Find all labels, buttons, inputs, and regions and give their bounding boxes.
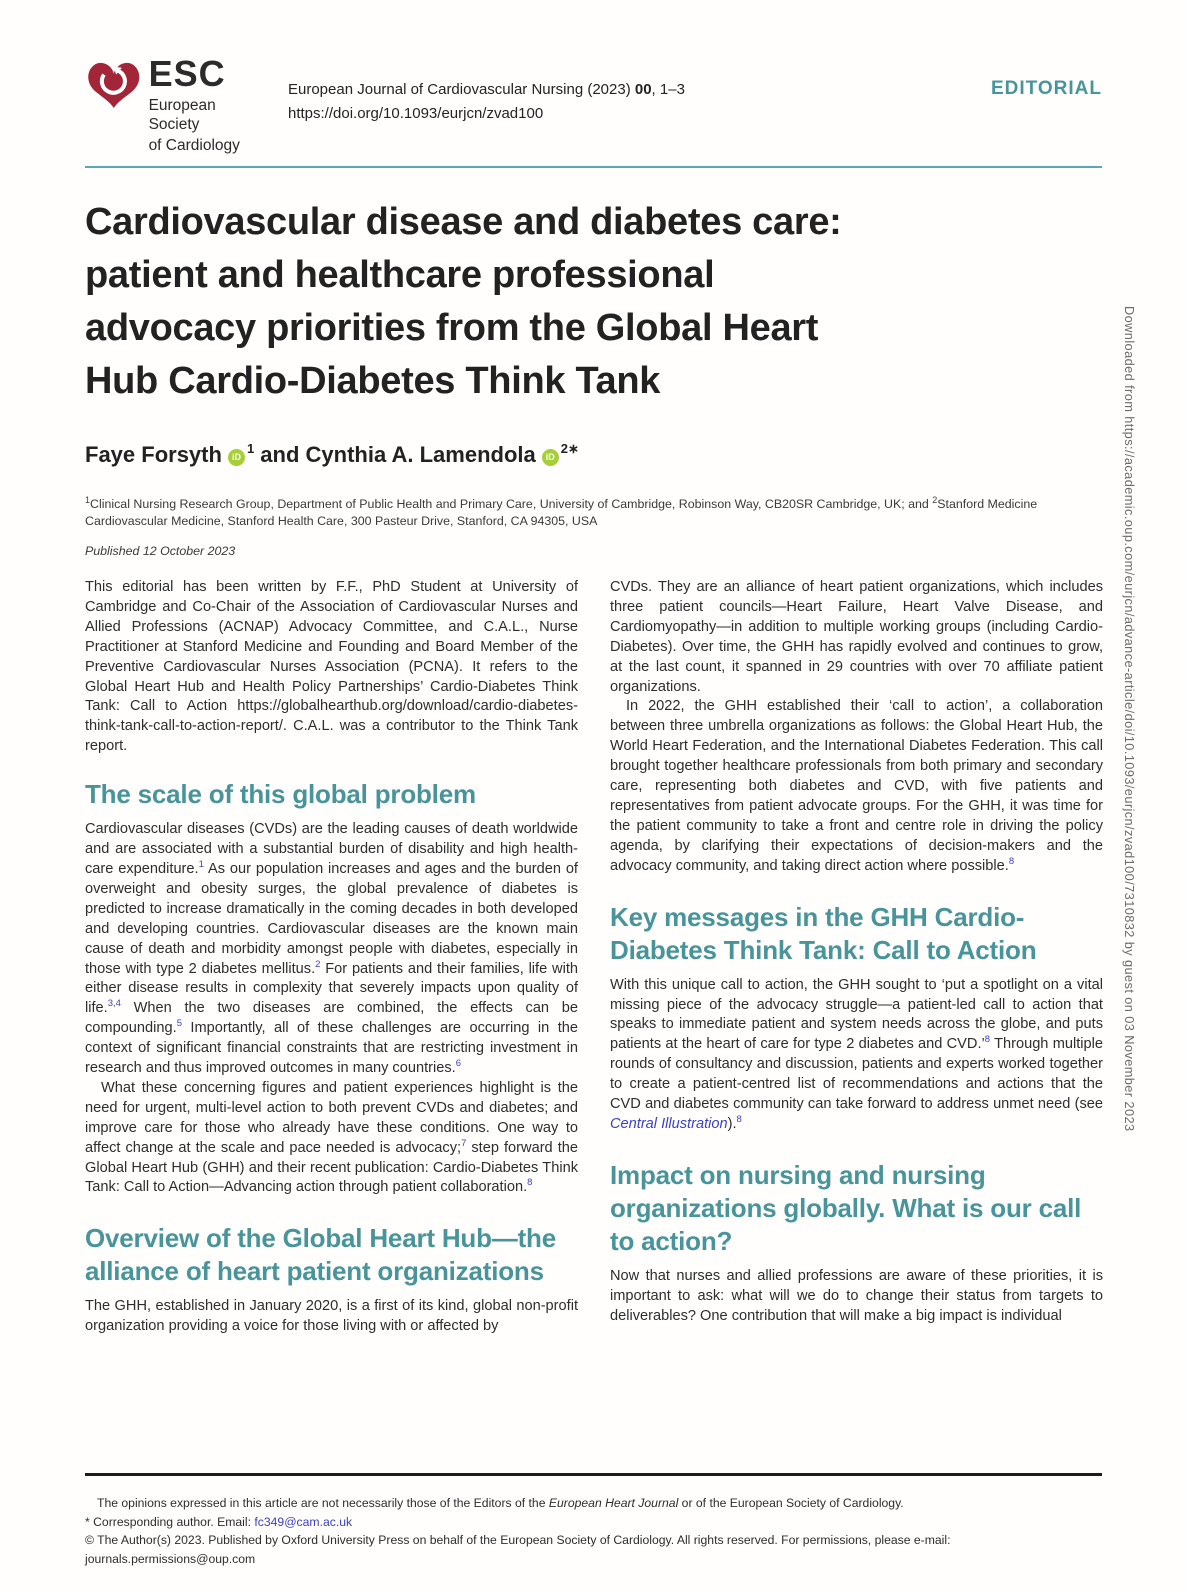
affiliation-2-text: Stanford Medicine Cardiovascular Medicine, Stanford Health Care, 300 Pasteur Drive, Stanford, CA 94305, USA <box>85 497 1038 529</box>
paragraph: Now that nurses and allied professions are aware of these priorities, it is important to ask: what will we do to change their status from targets to deliverables? One contribution that will make a big impact is individual <box>610 1267 1103 1324</box>
published-date: Published 12 October 2023 <box>85 544 236 558</box>
left-column <box>85 578 578 1456</box>
citation-reference[interactable]: 8 <box>984 1034 991 1046</box>
article-title <box>85 196 1035 408</box>
orcid-icon[interactable]: iD <box>228 449 245 466</box>
central-illustration-link[interactable]: Central Illustration <box>610 1115 728 1132</box>
title-line-2: patient and healthcare professional <box>85 254 715 296</box>
section-heading-scale: The scale of this global problem <box>85 779 476 810</box>
citation-reference[interactable]: 5 <box>176 1018 182 1030</box>
author-1-affiliation-sup: 1 <box>246 441 255 456</box>
footer-divider <box>85 1473 1102 1476</box>
opinions-note: The opinions expressed in this article are not necessarily those of the Editors of the European Heart Journal or of the European Society of Cardiology. <box>97 1496 904 1510</box>
paragraph: The GHH, established in January 2020, is a first of its kind, global non-profit organization providing a voice for those living with or affected by <box>85 1298 578 1335</box>
paragraph: Cardiovascular diseases (CVDs) are the leading causes of death worldwide and are associated with a substantial burden of disability and high health-care expenditure.$^1$ As our population increases and ages and the burden of overweight and obesity surges, the global prevalence of diabetes is predicted to increase dramatically in the coming decades in both developed and developing countries. Cardiovascular diseases are the known main cause of death and morbidity amongst people with diabetes, especially in those with type 2 diabetes mellitus.$^2$ For patients and their families, life with either disease results in complexity that severely impacts upon quality of life.$^{3,4}$ When the two diseases are combined, the effects can be compounding.$^5$ Importantly, all of these challenges are occurring in the context of significant financial constraints that are restricting investment in research and thus improved outcomes in many countries.$^6$ <box>85 821 578 1077</box>
citation-reference[interactable]: 6 <box>455 1058 461 1070</box>
copyright-note: © The Author(s) 2023. Published by Oxford University Press on behalf of the European Society of Cardiology. All rights reserved. For permissions, please e-mail: journals.permissions@oup.com <box>85 1533 951 1566</box>
citation-reference[interactable]: 8 <box>736 1114 742 1126</box>
journal-volume: 00 <box>634 81 652 98</box>
title-line-4: Hub Cardio-Diabetes Think Tank <box>85 360 661 402</box>
esc-heart-icon <box>85 54 143 116</box>
paragraph: CVDs. They are an alliance of heart patient organizations, which includes three patient councils—Heart Failure, Heart Valve Disease, and Cardiomyopathy—in addition to multiple working groups (including Cardio-Diabetes). Over time, the GHH has rapidly evolved and continues to grow, at the last count, it spanned in 29 countries with over 70 affiliate patient organizations. <box>610 579 1103 695</box>
author-2-sup-number: 2 <box>560 441 568 456</box>
section-heading-overview: Overview of the Global Heart Hub—the alliance of heart patient organizations <box>85 1223 556 1287</box>
paragraph: In 2022, the GHH established their ‘call to action’, a collaboration between three umbrella organizations as follows: the Global Heart Hub, the World Heart Federation, and the International Diabetes Federation. This call brought together healthcare professionals from both primary and secondary care, representing both diabetes and CVD, with five patients and representatives from patient advocate groups. For the GHH, it was time for the patient community to take a front and centre role in driving the policy agenda, by clarifying their expectations of decision-makers and the advocacy community, and taking direct action where possible.$^8$ <box>610 698 1103 874</box>
author-2-affiliation-sup <box>561 441 579 456</box>
author-connector: and <box>254 442 306 467</box>
title-line-3: advocacy priorities from the Global Heart <box>85 307 819 349</box>
citation-reference[interactable]: 8 <box>1008 855 1015 867</box>
corresponding-author-mark: ∗ <box>567 441 579 456</box>
email-link[interactable]: fc349@cam.ac.uk <box>254 1514 353 1529</box>
orcid-icon[interactable]: iD <box>542 449 559 466</box>
section-heading-key-messages: Key messages in the GHH Cardio-Diabetes Think Tank: Call to Action <box>610 901 1037 965</box>
affiliation-1-text: Clinical Nursing Research Group, Department of Public Health and Primary Care, University of Cambridge, Robinson Way, CB20SR Cambridge, UK; and <box>90 497 933 512</box>
citation-reference[interactable]: 8 <box>527 1177 533 1189</box>
journal-citation-line <box>288 80 685 100</box>
esc-logo-text <box>149 54 270 156</box>
author-byline <box>85 441 579 468</box>
doi-line: https://doi.org/10.1093/eurjcn/zvad100 <box>288 105 544 122</box>
title-line-1: Cardiovascular disease and diabetes care: <box>85 201 842 243</box>
journal-name: European Journal of Cardiovascular Nursing (2023) <box>288 81 635 98</box>
download-watermark: Downloaded from https://academic.oup.com/eurjcn/advance-article/doi/10.1093/eurjcn/zvad100/7310832 by guest on 03 November 2023 <box>1122 306 1137 1132</box>
italic-text: European Heart Journal <box>548 1496 679 1510</box>
affiliation-1-sup: 1 <box>85 495 91 505</box>
footnotes <box>85 1494 1118 1568</box>
citation-reference[interactable]: 2 <box>315 958 321 970</box>
author-1-name: Faye Forsyth <box>85 442 222 467</box>
paragraph: With this unique call to action, the GHH sought to ‘put a spotlight on a vital missing piece of the advocacy struggle—a patient-led call to action that speaks to immediate patient and system needs across the globe, and puts patients at the heart of care for type 2 diabetes and CVD.’$^8$ Through multiple rounds of consultancy and discussion, patients and experts worked together to create a patient-centred list of recommendations and actions that the CVD and diabetes community can take forward to address unmet need (see Central Illustration).$^8$ <box>610 976 1103 1132</box>
editorial-badge: EDITORIAL <box>990 78 1102 99</box>
right-column <box>610 578 1103 1456</box>
page-header <box>85 54 1102 156</box>
journal-citation <box>288 80 685 124</box>
citation-reference[interactable]: 7 <box>461 1137 467 1149</box>
section-heading-impact: Impact on nursing and nursing organizations globally. What is our call to action? <box>610 1159 1082 1256</box>
author-2-name: Cynthia A. Lamendola <box>305 442 536 467</box>
corresponding-author-note: * Corresponding author. Email: fc349@cam.ac.uk <box>85 1514 353 1529</box>
citation-reference[interactable]: 3,4 <box>107 998 121 1010</box>
esc-logo <box>85 54 270 156</box>
intro-paragraph: This editorial has been written by F.F., PhD Student at University of Cambridge and Co-Chair of the Association of Cardiovascular Nurses and Allied Professions (ACNAP) Advocacy Committee, and C.A.L., Nurse Practitioner at Stanford Medicine and Founding and Board Member of the Preventive Cardiovascular Nurses Association (PCNA). It refers to the Global Heart Hub and Health Policy Partnerships’ Cardio-Diabetes Think Tank: Call to Action https://globalhearthub.org/download/cardio-diabetes-think-tank-call-to-action-report/. C.A.L. was a contributor to the Think Tank report. <box>85 579 578 755</box>
affiliation-2-sup: 2 <box>932 495 938 505</box>
affiliations <box>85 492 1103 530</box>
esc-wordmark: ESC <box>148 53 226 94</box>
esc-society-line2: of Cardiology <box>148 137 240 154</box>
esc-society-line1: European Society <box>148 97 216 133</box>
citation-reference[interactable]: 1 <box>198 859 204 871</box>
header-divider <box>85 166 1102 168</box>
paragraph: What these concerning figures and patient experiences highlight is the need for urgent, multi-level action to both prevent CVDs and diabetes; and improve care for those who already have these conditions. One way to affect change at the scale and pace needed is advocacy;$^7$ step forward the Global Heart Hub (GHH) and their recent publication: Cardio-Diabetes Think Tank: Call to Action—Advancing action through patient collaboration.$^8$ <box>85 1079 578 1196</box>
journal-pages: , 1–3 <box>651 81 685 98</box>
